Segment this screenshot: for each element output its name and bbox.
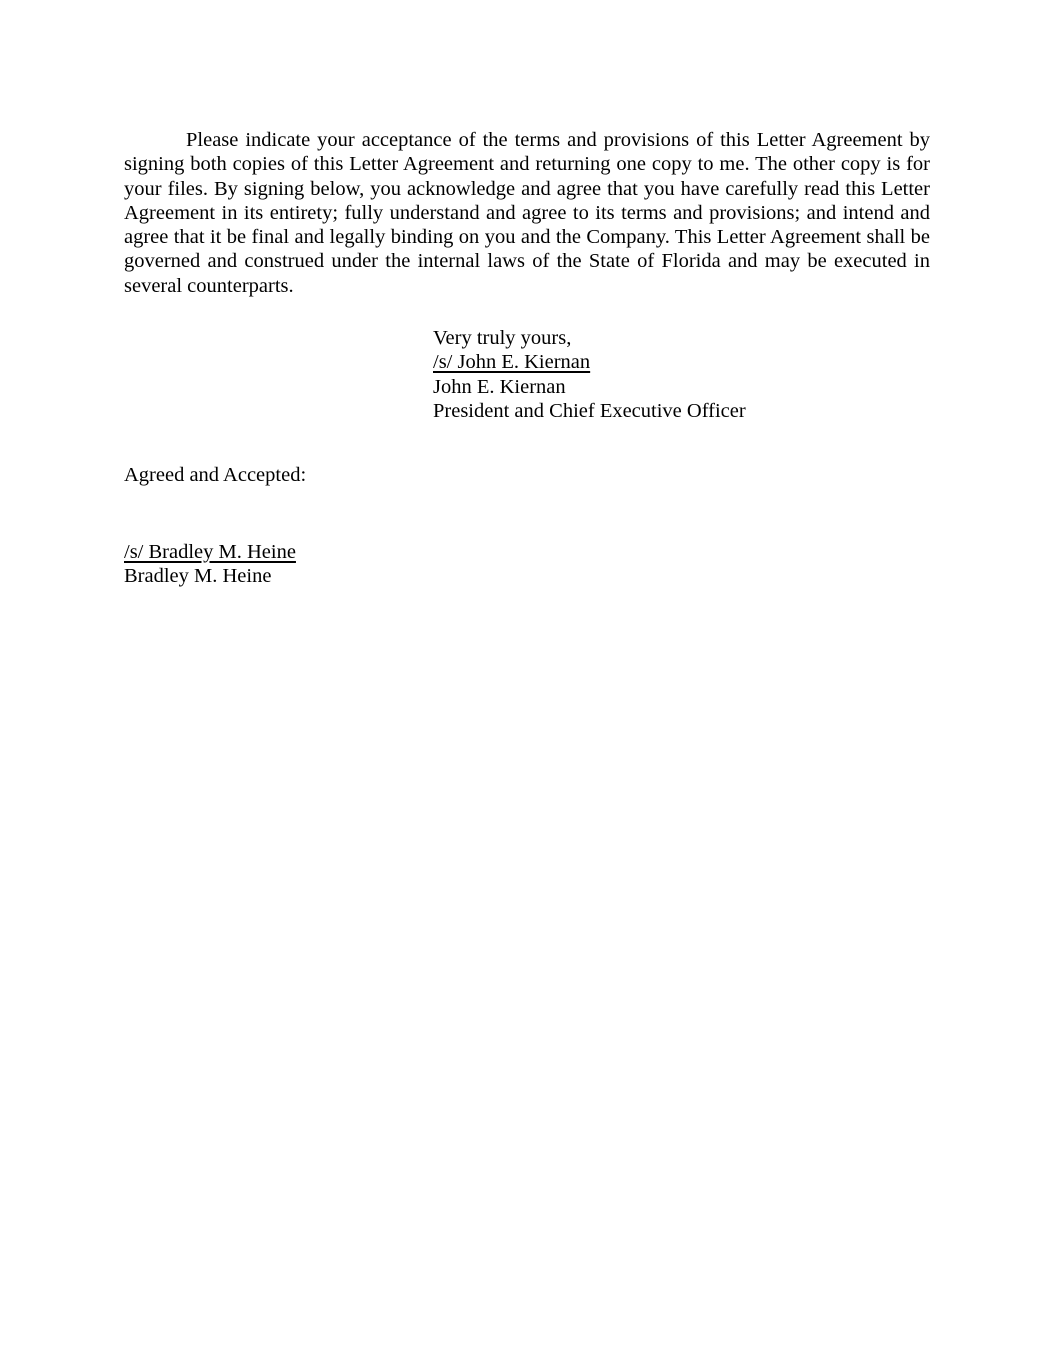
company-signature-line: /s/ John E. Kiernan (433, 351, 591, 374)
company-signature-block (433, 326, 930, 423)
agreed-accepted-label: Agreed and Accepted: (124, 464, 307, 487)
acceptance-terms-paragraph: Please indicate your acceptance of the terms and provisions of this Letter Agreement by signing both copies of this Letter Agreement and returning one copy to me. The other copy is for your files. By signing below, you acknowledge and agree that you have carefully read this Letter Agreement in its entirety; fully understand and agree to its terms and provisions; and intend and agree that it be final and legally binding on you and the Company. This Letter Agreement shall be governed and construed under the internal laws of the State of Florida and may be executed in several counterparts. (124, 129, 930, 297)
company-signer-name: John E. Kiernan (433, 375, 566, 398)
company-signer-title: President and Chief Executive Officer (433, 399, 746, 422)
employee-signer-name: Bradley M. Heine (124, 564, 272, 587)
employee-acceptance-block (124, 463, 930, 588)
employee-signature-line: /s/ Bradley M. Heine (124, 540, 296, 563)
closing-salutation: Very truly yours, (433, 327, 572, 350)
